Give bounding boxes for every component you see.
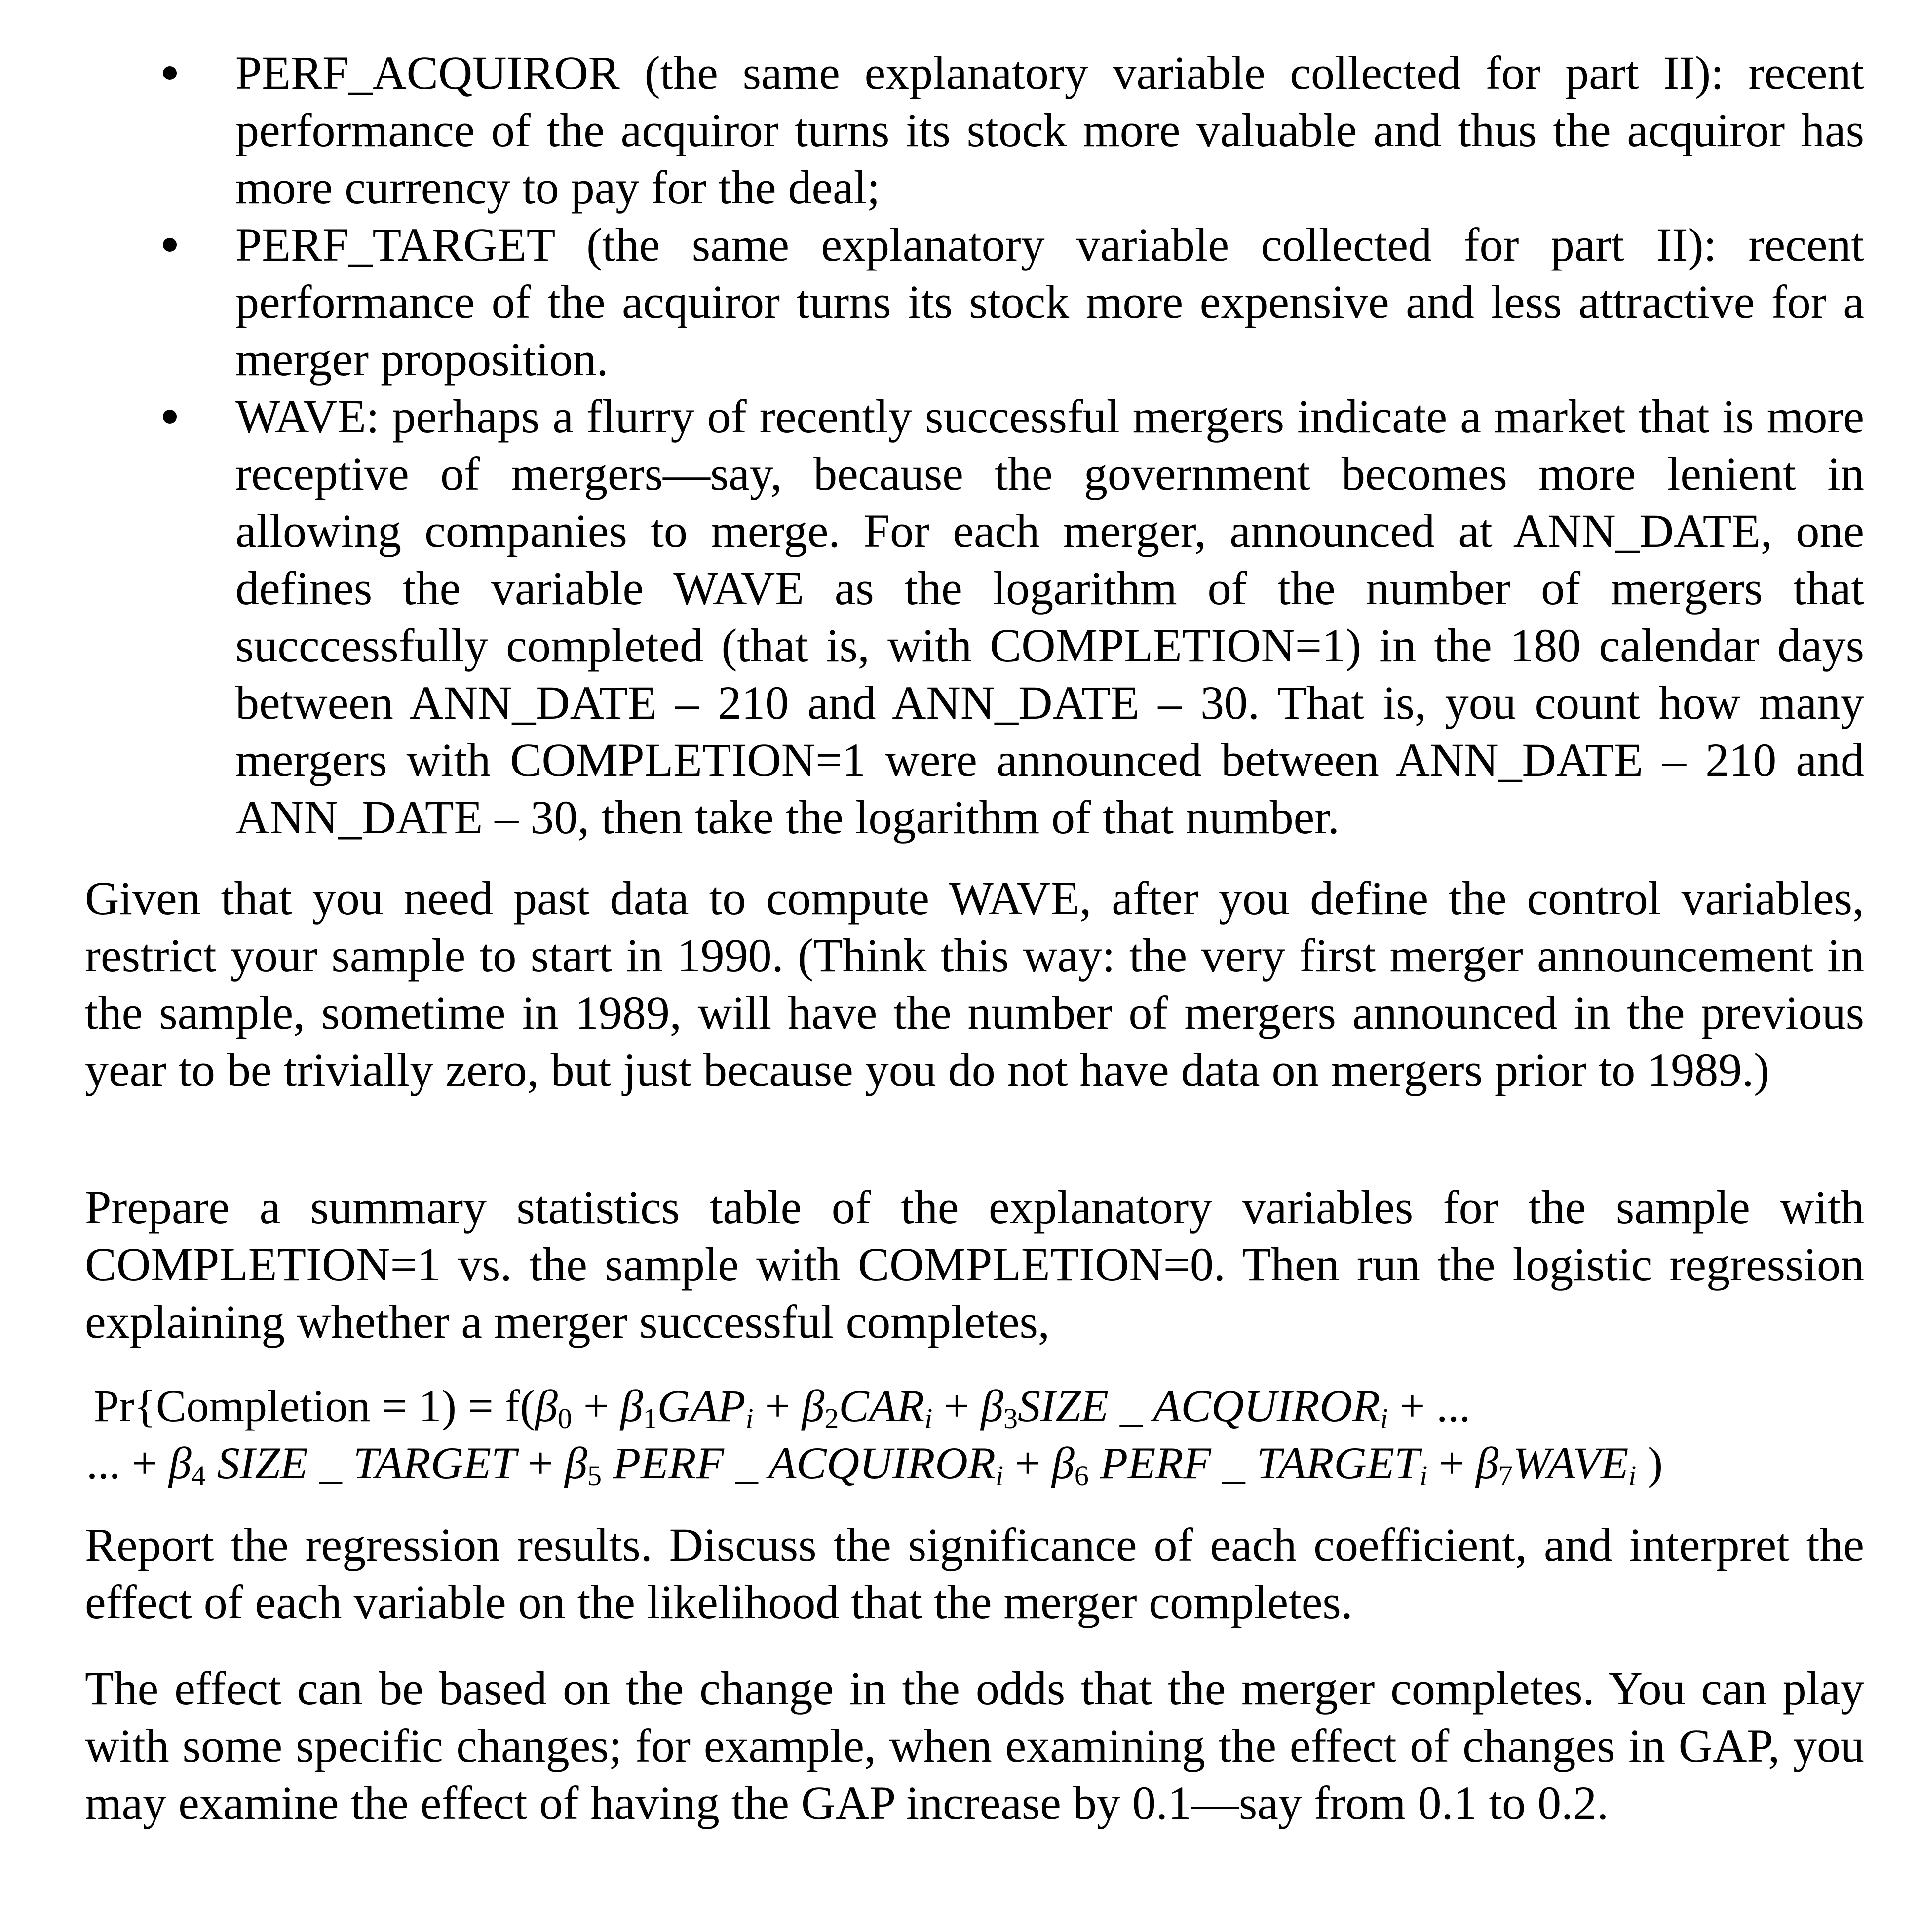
paragraph-summary-statistics: Prepare a summary statistics table of the explanatory variables for the sample with COMPLETION=1 vs. the sample with COMPLETION=0. Then run the logistic regression explaining whether a merger successful completes, [85, 1181, 1864, 1348]
eq-index: i [1380, 1402, 1388, 1434]
eq-continuation: ... + [86, 1438, 169, 1488]
eq-beta-1: β [620, 1381, 643, 1431]
eq-car: CAR [839, 1381, 925, 1431]
eq-beta-3: β [981, 1381, 1003, 1431]
eq-index: i [996, 1460, 1004, 1492]
eq-wave: WAVE [1513, 1438, 1629, 1488]
bullet-text: WAVE: perhaps a flurry of recently successful mergers indicate a market that is more receptive of mergers—say, because the government becomes more lenient in allowing companies to merge. For each merger, announced at ANN_DATE, one defines the variable WAVE as the logarithm of the number of mergers that succcessfully completed (that is, with COMPLETION=1) in the 180 calendar days between ANN_DATE – 210 and ANN_DATE – 30. That is, you count how many mergers with COMPLETION=1 were announced between ANN_DATE – 210 and ANN_DATE – 30, then take the logarithm of that number. [235, 390, 1864, 844]
eq-plus: + [1003, 1438, 1052, 1488]
paragraph-report-results: Report the regression results. Discuss the significance of each coefficient, and interpret the effect of each variable on the likelihood that the merger completes. [85, 1518, 1864, 1628]
bullet-dot-icon [163, 238, 177, 252]
equation-line-1 [94, 1377, 1871, 1434]
eq-plus: + [753, 1381, 802, 1431]
eq-sub: 4 [191, 1460, 206, 1492]
eq-sub: 1 [643, 1402, 657, 1434]
eq-sub: 0 [557, 1402, 572, 1434]
eq-index: i [1628, 1460, 1637, 1492]
eq-beta-7: β [1476, 1438, 1499, 1488]
eq-index: i [924, 1402, 933, 1434]
eq-close: ) [1636, 1438, 1663, 1488]
eq-plus: + [932, 1381, 981, 1431]
eq-size-target: SIZE _ TARGET [205, 1438, 517, 1488]
bullet-perf-target [85, 216, 1864, 388]
bullet-perf-acquiror [85, 44, 1864, 216]
equation-line-2 [86, 1434, 1863, 1492]
bullet-text: PERF_ACQUIROR (the same explanatory variable collected for part II): recent performance of the acquiror turns its stock more valuable and thus the acquiror has more currency to pay for the deal; [235, 46, 1864, 214]
bullet-dot-icon [163, 66, 177, 80]
eq-beta-4: β [168, 1438, 192, 1488]
eq-beta-6: β [1052, 1438, 1075, 1488]
eq-plus: + [572, 1381, 620, 1431]
eq-sub: 5 [587, 1460, 602, 1492]
eq-index: i [1420, 1460, 1428, 1492]
bullet-text: PERF_TARGET (the same explanatory variable collected for part II): recent performance of the acquiror turns its stock more expensive and less attractive for a merger proposition. [235, 218, 1864, 386]
paragraph-sample-restriction: Given that you need past data to compute WAVE, after you define the control variables, restrict your sample to start in 1990. (Think this way: the very first merger announcement in the sample, sometime in 1989, will have the number of mergers announced in the previous year to be trivially zero, but just because you do not have data on mergers prior to 1989.) [85, 872, 1864, 1096]
eq-size-acquiror: SIZE _ ACQUIROR [1017, 1381, 1381, 1431]
eq-beta-2: β [802, 1381, 825, 1431]
eq-sub: 3 [1003, 1402, 1018, 1434]
eq-gap: GAP [657, 1381, 746, 1431]
eq-sub: 6 [1074, 1460, 1089, 1492]
eq-plus: + [1427, 1438, 1476, 1488]
bullet-list [85, 44, 1864, 846]
eq-continuation: + ... [1388, 1381, 1471, 1431]
eq-index: i [745, 1402, 754, 1434]
eq-beta-5: β [565, 1438, 587, 1488]
eq-sub: 7 [1498, 1460, 1513, 1492]
bullet-wave [85, 388, 1864, 846]
eq-perf-target: PERF _ TARGET [1088, 1438, 1420, 1488]
eq-perf-acquiror: PERF _ ACQUIROR [601, 1438, 996, 1488]
eq-beta-0: β [535, 1381, 558, 1431]
eq-lhs: Pr{Completion = 1) = f( [94, 1381, 536, 1431]
paragraph-odds-effect: The effect can be based on the change in the odds that the merger completes. You can play with some specific changes; for example, when examining the effect of changes in GAP, you may examine the effect of having the GAP increase by 0.1—say from 0.1 to 0.2. [85, 1662, 1864, 1829]
eq-plus: + [516, 1438, 565, 1488]
eq-sub: 2 [824, 1402, 839, 1434]
bullet-dot-icon [163, 410, 177, 424]
